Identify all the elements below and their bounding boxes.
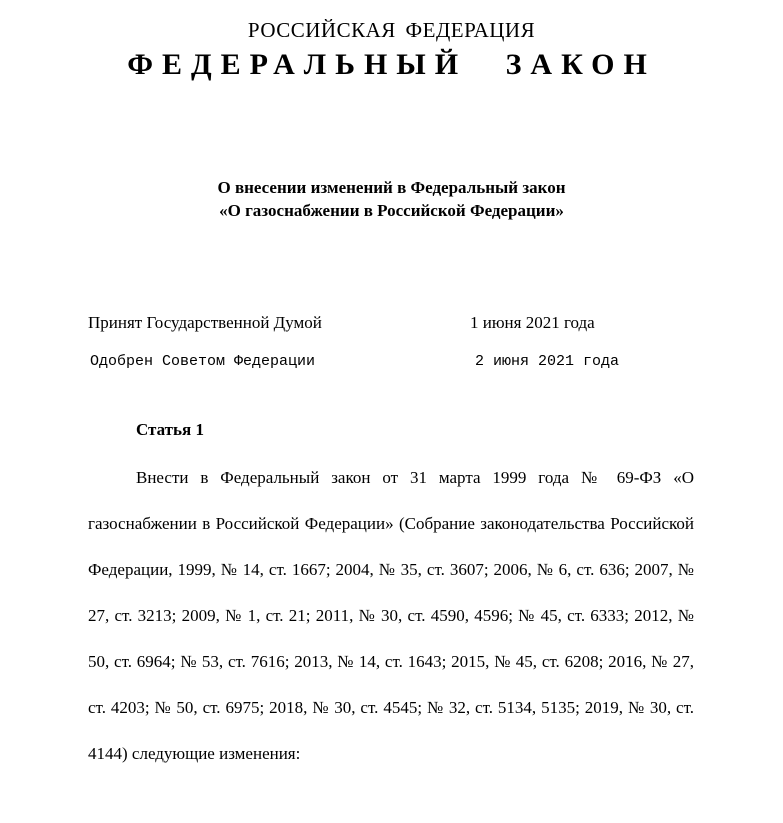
law-title-line-1: О внесении изменений в Федеральный закон (217, 178, 566, 197)
article-heading: Статья 1 (136, 420, 204, 439)
document-type-heading: ФЕДЕРАЛЬНЫЙ ЗАКОН (127, 48, 656, 81)
country-heading: РОССИЙСКАЯ ФЕДЕРАЦИЯ (247, 18, 536, 42)
council-date: 2 июня 2021 года (475, 353, 620, 370)
article-body-text: Внести в Федеральный закон от 31 марта 1999 года № 69-ФЗ «О газоснабжении в Российской Федерации» (Собрание законодательства Российской Федерации, 1999, № 14, ст. 1667; 2004, № 35, ст. 3607; 2006, № 6, ст. 636; 2007, № 27, ст. 3213; 2009, № 1, ст. 21; 2011, № 30, ст. 4590, 4596; № 45, ст. 6333; 2012, № 50, ст. 6964; № 53, ст. 7616; 2013, № 14, ст. 1643; 2015, № 45, ст. 6208; 2016, № 27, ст. 4203; № 50, ст. 6975; 2018, № 30, ст. 4545; № 32, ст. 5134, 5135; 2019, № 30, ст. 4144) следующие изменения: (88, 468, 694, 763)
duma-date: 1 июня 2021 года (470, 313, 595, 332)
law-title (0, 176, 783, 222)
law-title-line-2: «О газоснабжении в Российской Федерации» (219, 201, 564, 220)
council-label: Одобрен Советом Федерации (90, 353, 316, 370)
duma-label: Принят Государственной Думой (88, 313, 322, 332)
